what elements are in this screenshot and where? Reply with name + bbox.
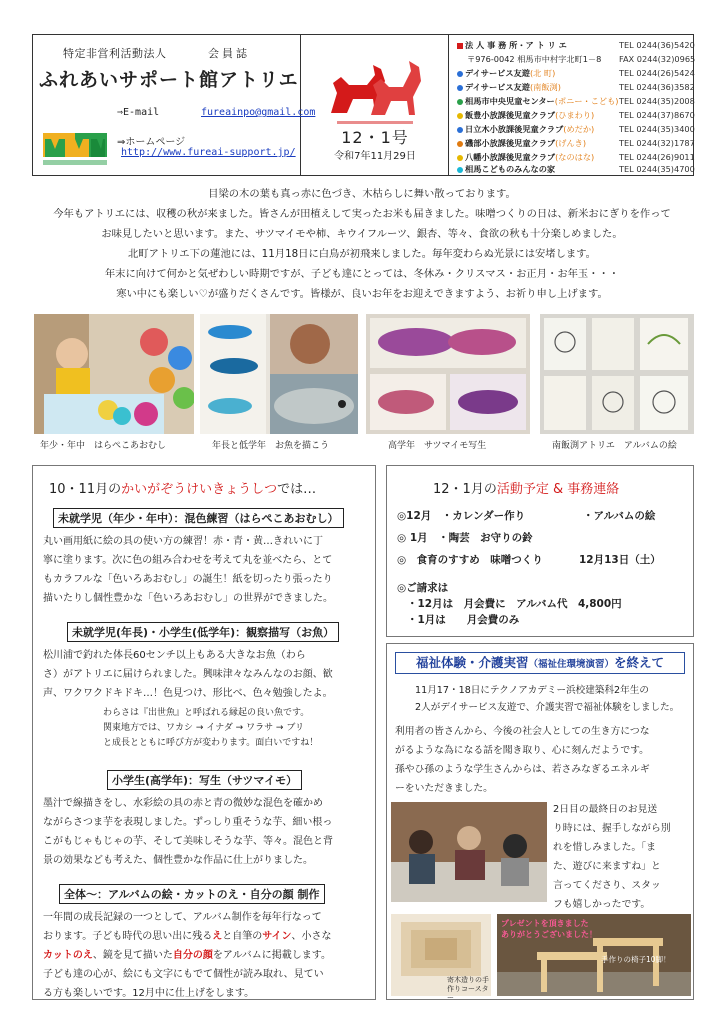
- section-title: 福祉体験・介護実習（福祉住環境演習）を終えて: [395, 652, 685, 674]
- subsection-title: 未就学児（年少・年中）：混色練習（はらぺこあおむし）: [53, 508, 344, 528]
- directory-item: 日立木小放課後児童クラブ(めだか): [457, 124, 594, 135]
- photo-care-training: [391, 802, 547, 902]
- masthead-left: [33, 35, 316, 175]
- directory-tel: TEL 0244(37)8670: [619, 110, 695, 120]
- section-title: 10・11月のかいがぞうけいきょうしつでは…: [49, 482, 317, 497]
- directory-item: 磯部小放課後児童クラブ(げんき): [457, 138, 586, 149]
- schedule-row: ◎ 食育のすすめ 味噌つくり: [397, 554, 543, 566]
- directory-item: 相馬こどものみんなの家: [457, 164, 555, 175]
- directory-item: デイサービス友遊(北 町): [457, 68, 555, 79]
- photo-chairs: [497, 914, 691, 996]
- farewell-text: 2日目の最終日のお見送 り時には、握手しながら別 れを惜しみました。「ま た、遊びに来ますね」と 言ってくださり、スタッ フも嬉しかったです。: [553, 804, 671, 910]
- directory-office: 法 人 事 務 所・ア ト リ エ: [457, 40, 567, 51]
- photo-caption: 高学年 サツマイモ写生: [388, 441, 487, 451]
- directory-tel: TEL 0244(35)4700: [619, 164, 695, 174]
- directory-tel: TEL 0244(35)2008: [619, 96, 695, 106]
- intro-line: 北町アトリエ下の蓮池には、11月18日に白鳥が初飛来しました。毎年変わらぬ光景には安堵します。: [128, 248, 596, 260]
- billing-title: ◎ご請求は: [397, 582, 449, 594]
- mm-logo-icon: [41, 133, 109, 169]
- subsection-text: 墨汁で線描きをし、水彩絵の具の赤と青の微妙な混色を確かめ ながらさつま芋を表現しました。ずっしり重そうな芋、細い根っ こがもじゃもじゃの芋、そして美味しそうな芋、等々。混色と背 景の効果なども考えた、個性豊かな作品に仕上がりました。: [43, 798, 333, 866]
- billing-row: ・12月は 月会費に アルバム代 4,800円: [407, 598, 622, 610]
- photo-caterpillar: [34, 314, 194, 434]
- subsection-title: 全体～：アルバムの絵・カットのえ・自分の顔 制作: [59, 884, 325, 904]
- intro-line: 年末に向けて何かと気ぜわしい時期ですが、子ども達にとっては、冬休み・クリスマス・お正月・お年玉・・・: [104, 268, 620, 280]
- email-label: ⇒E-mail: [117, 107, 160, 118]
- issue-date: 令和7年11月29日: [334, 151, 416, 162]
- directory: [449, 35, 694, 175]
- billing-row: ・1月は 月会費のみ: [407, 614, 520, 626]
- directory-tel: TEL 0244(36)5420: [619, 40, 695, 50]
- directory-tel: TEL 0244(26)5424: [619, 68, 695, 78]
- directory-tel: TEL 0244(36)3582: [619, 82, 695, 92]
- bullet-icon: [457, 155, 463, 161]
- photo-album-drawings: [540, 314, 694, 434]
- directory-tel: TEL 0244(26)9011: [619, 152, 695, 162]
- chair-caption: 手作りの椅子10脚！: [601, 955, 671, 964]
- schedule-box: [386, 465, 694, 637]
- section-title: 12・1月の活動予定 & 事務連絡: [433, 482, 620, 497]
- directory-item: デイサービス友遊(南飯渕): [457, 82, 561, 93]
- subsection-text: 丸い画用紙に絵の具の使い方の練習！赤・青・黄…きれいに丁 寧に塗ります。次に色の組み合わせを考えて丸を並べたら、とて もカラフルな「色いろあおむし」の誕生！紙を切ったり張ったり 描いたりし個性豊かな「色いろあおむし」の世界ができました。: [43, 536, 333, 604]
- bullet-icon: [457, 85, 463, 91]
- masthead-center: [301, 35, 449, 175]
- schedule-date: 12月13日（土）: [579, 554, 661, 566]
- photo-caption: 年少・年中 はらぺこあおむし: [40, 441, 167, 451]
- schedule-row: ◎12月 ・カレンダー作り: [397, 510, 526, 522]
- subsection-text: 松川浦で釣れた体長60センチ以上もある大きなお魚（わら さ）がアトリエに届けられました。興味津々なみんなのお顔、歓 声、ワクワクドキドキ…！色見つけ、形比べ、色々勉強したよ。: [43, 650, 333, 699]
- photo-coaster: [391, 914, 491, 1002]
- subsection-text: 一年間の成長記録の一つとして、アルバム制作を毎年行なって おります。子ども時代の思い出に残るえと自筆のサイン、小さな カットのえ、鏡を見て描いた自分の顔をアルバムに掲載します。 子ども達の心が、絵にも文字にもでて個性が読み取れ、見てい る方も楽しいです。12月中に仕上げをします。: [43, 912, 332, 999]
- welfare-report: [386, 643, 694, 1000]
- report-text: 利用者の皆さんから、今後の社会人としての生き方につな がるような為になる話を聞き取り、心に刻んだようです。 孫やひ孫のような学生さんからは、若さみなぎるエネルギ ーをいただきました。: [395, 726, 650, 794]
- doc-kind: 会員誌: [208, 47, 250, 60]
- bullet-icon: [457, 141, 463, 147]
- coaster-caption: 寄木造りの手作りコースター: [447, 976, 489, 1002]
- directory-item: 八幡小放課後児童クラブ(なのはな): [457, 152, 594, 163]
- directory-tel: TEL 0244(32)1787: [619, 138, 695, 148]
- masthead-title: ふれあいサポート館アトリエ: [39, 69, 299, 91]
- art-class-report: [32, 465, 376, 1000]
- thanks-text: プレゼントを頂きました ありがとうございました！: [501, 919, 597, 939]
- schedule-row: ◎ 1月 ・陶芸 お守りの鈴: [397, 532, 533, 544]
- bullet-icon: [457, 113, 463, 119]
- photo-caption: 年長と低学年 お魚を描こう: [212, 441, 330, 451]
- subsection-title: 未就学児(年長)・小学生(低学年)：観察描写（お魚）: [67, 622, 339, 642]
- directory-fax: FAX 0244(32)0965: [619, 54, 696, 64]
- directory-item: 相馬市中央児童センター(ポニー・こども): [457, 96, 618, 107]
- directory-item: 飯豊小放課後児童クラブ(ひまわり): [457, 110, 594, 121]
- email-link[interactable]: fureainpo@gmail.com: [201, 107, 316, 118]
- photo-fish: [200, 314, 358, 434]
- bullet-icon: [457, 127, 463, 133]
- schedule-row: ・アルバムの絵: [583, 510, 656, 522]
- note-text: わらさは『出世魚』と呼ばれる縁起の良い魚です。 関東地方では、ワカシ → イナダ → ワラサ → ブリ と成長とともに呼び方が変わります。面白いですね！: [103, 708, 319, 748]
- intro-line: 目梁の木の葉も真っ赤に色づき、木枯らしに舞い散っております。: [208, 188, 516, 200]
- intro-line: お味見したいと思います。また、サツマイモや柿、キウイフルーツ、銀杏、等々、食欲の秋も十分楽しめました。: [101, 228, 623, 240]
- masthead-box: [32, 34, 694, 176]
- directory-address: 〒976-0042 相馬市中村字北町1－8: [467, 54, 602, 64]
- horses-logo-icon: [323, 55, 427, 131]
- bullet-icon: [457, 99, 463, 105]
- photo-sweet-potato: [366, 314, 530, 434]
- photo-caption: 南飯渕アトリエ アルバムの絵: [552, 441, 677, 451]
- report-text: 11月17・18日にテクノアカデミー浜校建築科2年生の 2人がデイサービス友遊で、介護実習で福祉体験をしました。: [415, 685, 680, 713]
- bullet-icon: [457, 167, 463, 173]
- homepage-link[interactable]: http://www.fureai-support.jp/: [121, 147, 296, 158]
- directory-tel: TEL 0244(35)3400: [619, 124, 695, 134]
- intro-text: [0, 184, 724, 304]
- intro-line: 今年もアトリエには、収穫の秋が来ました。皆さんが田植えして実ったお米も届きました。味噌つくりの日は、新米おにぎりを作って: [53, 208, 671, 220]
- intro-line: 寒い中にも楽しい♡が盛りだくさんです。皆様が、良いお年をお迎えできますよう、お祈り申し上げます。: [116, 288, 608, 300]
- square-icon: [457, 43, 463, 49]
- subsection-title: 小学生(高学年)：写生（サツマイモ）: [107, 770, 302, 790]
- homepage-label: ⇒ホームページ: [117, 137, 186, 148]
- org-type: 特定非営利活動法人: [63, 47, 167, 60]
- issue-number: 12・1号: [341, 128, 409, 147]
- bullet-icon: [457, 71, 463, 77]
